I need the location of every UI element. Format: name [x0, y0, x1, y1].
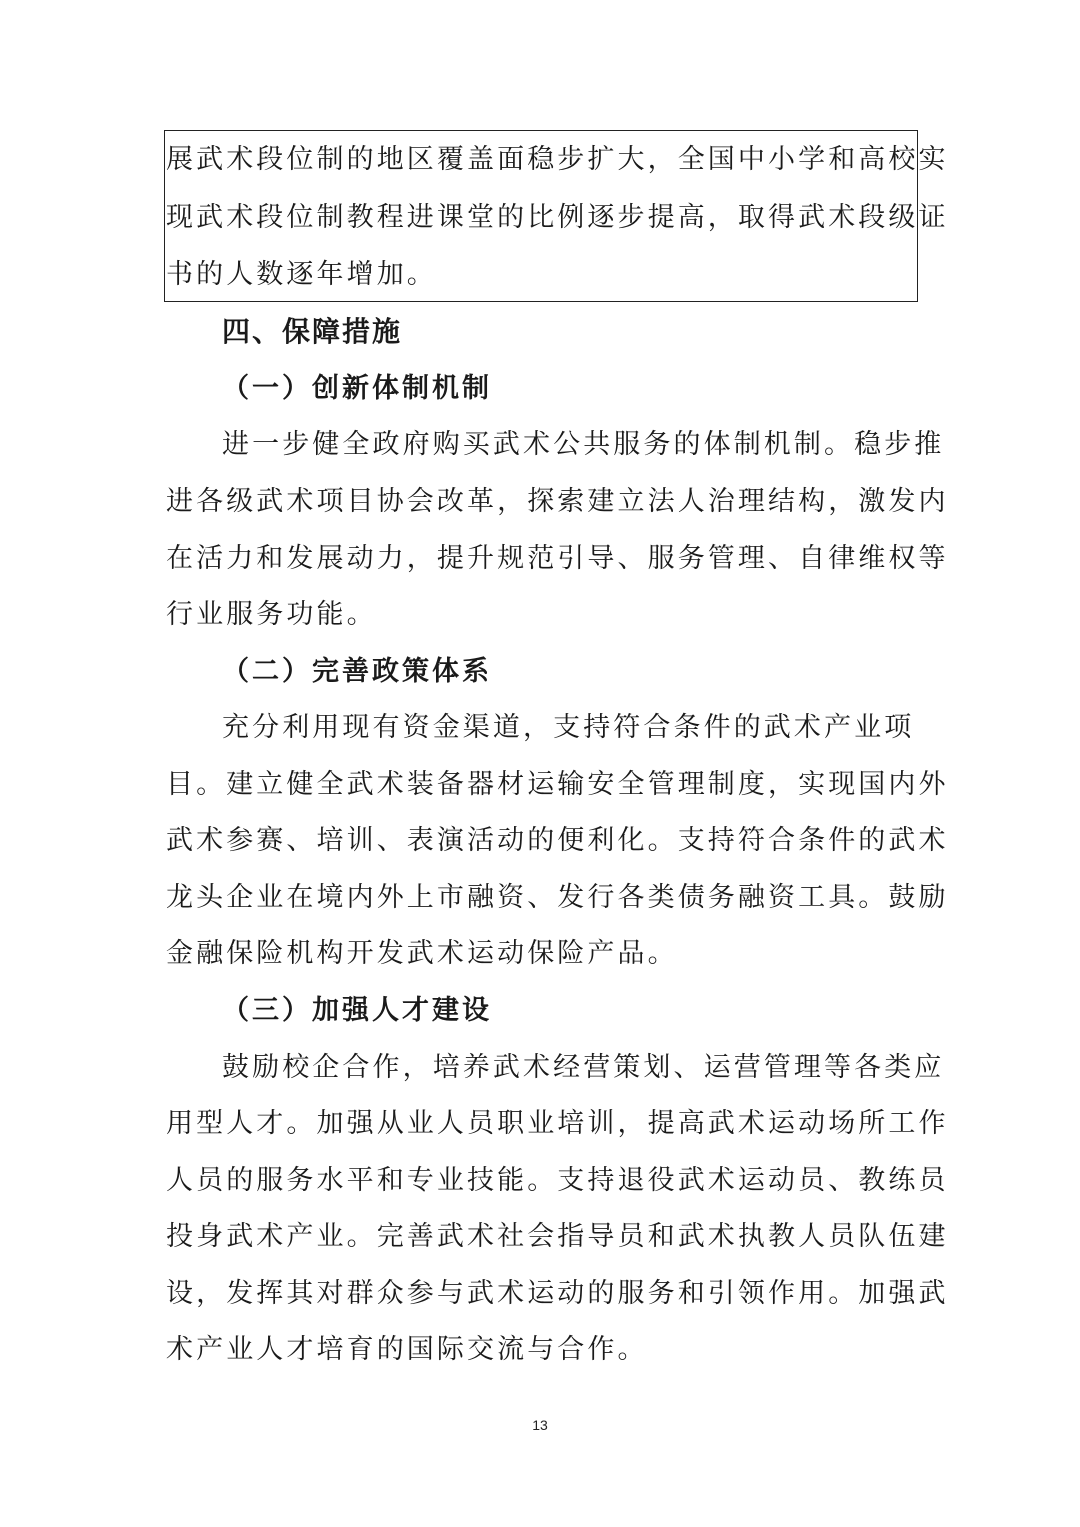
- paragraph-line: 行业服务功能。: [166, 599, 377, 630]
- section-heading: 四、保障措施: [222, 315, 403, 348]
- paragraph-line: 在活力和发展动力，提升规范引导、服务管理、自律维权等: [166, 543, 949, 574]
- paragraph-line: 进一步健全政府购买武术公共服务的体制机制。稳步推: [222, 429, 945, 460]
- paragraph-line: 进各级武术项目协会改革，探索建立法人治理结构，激发内: [166, 486, 949, 517]
- paragraph-line: 充分利用现有资金渠道，支持符合条件的武术产业项: [222, 712, 915, 743]
- subsection-heading-3: （三）加强人才建设: [222, 995, 492, 1026]
- boxed-paragraph-line: 书的人数逐年增加。: [166, 259, 437, 290]
- paragraph-line: 鼓励校企合作，培养武术经营策划、运营管理等各类应: [222, 1052, 945, 1083]
- paragraph-line: 投身武术产业。完善武术社会指导员和武术执教人员队伍建: [166, 1221, 949, 1252]
- paragraph-line: 武术参赛、培训、表演活动的便利化。支持符合条件的武术: [166, 825, 949, 856]
- subsection-heading-2: （二）完善政策体系: [222, 656, 492, 687]
- subsection-heading-1: （一）创新体制机制: [222, 373, 492, 404]
- boxed-paragraph-line: 现武术段位制教程进课堂的比例逐步提高，取得武术段级证: [166, 202, 949, 233]
- paragraph-line: 设，发挥其对群众参与武术运动的服务和引领作用。加强武: [166, 1278, 949, 1309]
- paragraph-line: 金融保险机构开发武术运动保险产品。: [166, 938, 678, 969]
- boxed-paragraph-line: 展武术段位制的地区覆盖面稳步扩大，全国中小学和高校实: [166, 144, 949, 175]
- page-number: 13: [532, 1417, 548, 1433]
- paragraph-line: 术产业人才培育的国际交流与合作。: [166, 1334, 648, 1365]
- paragraph-line: 用型人才。加强从业人员职业培训，提高武术运动场所工作: [166, 1108, 949, 1139]
- paragraph-line: 目。建立健全武术装备器材运输安全管理制度，实现国内外: [166, 769, 949, 800]
- paragraph-line: 人员的服务水平和专业技能。支持退役武术运动员、教练员: [166, 1165, 949, 1196]
- paragraph-line: 龙头企业在境内外上市融资、发行各类债务融资工具。鼓励: [166, 882, 949, 913]
